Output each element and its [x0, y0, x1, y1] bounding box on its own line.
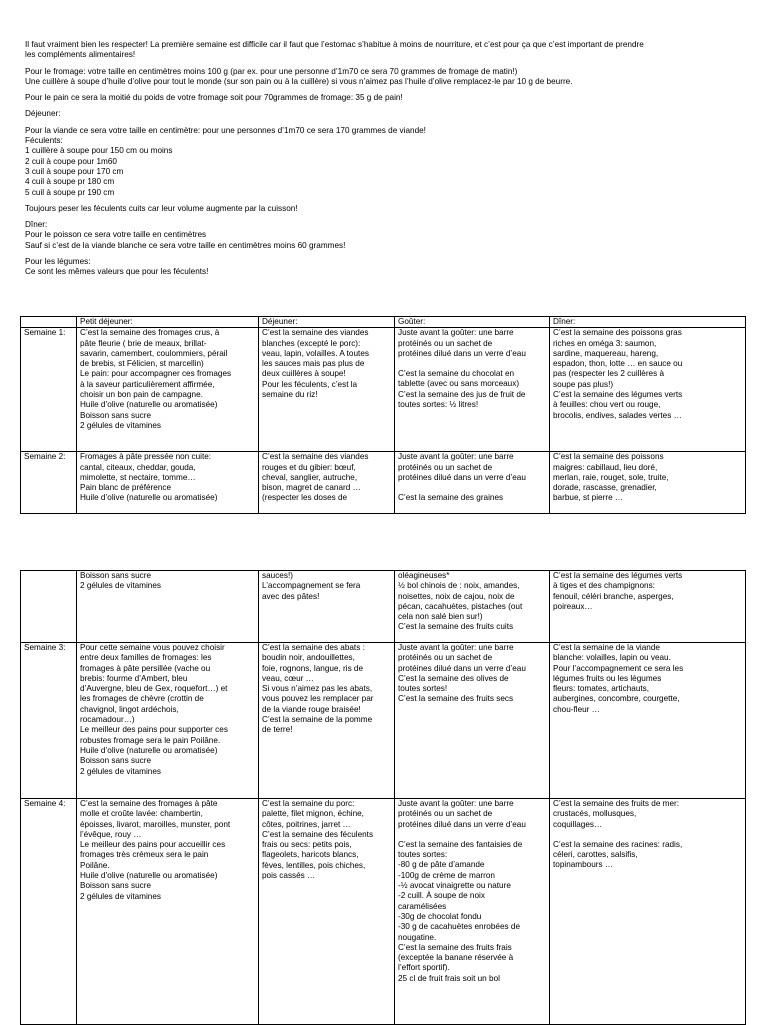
- text-line: -30 g de cacahuètes enrobées de: [398, 922, 520, 932]
- text-line: fèves, lentilles, pois chiches,: [262, 860, 366, 870]
- meal-cell: [77, 643, 259, 799]
- meal-cell: [259, 452, 395, 514]
- text-line: Huile d’olive (naturelle ou aromatisée): [80, 400, 218, 410]
- meal-cell: [395, 571, 550, 643]
- text-line: Pour le poisson ce sera votre taille en centimètres: [25, 230, 207, 240]
- text-line: Pour l’accompagnement ce sera les: [553, 663, 684, 673]
- text-line: Boisson sans sucre: [80, 410, 151, 420]
- text-line: L’accompagnement se fera: [262, 581, 361, 591]
- week-label: Semaine 3:: [21, 643, 77, 799]
- column-header: Déjeuner:: [259, 317, 395, 328]
- week-label: Semaine 4:: [21, 799, 77, 1025]
- text-line: soupe pas plus!): [553, 379, 614, 389]
- text-line: l’évêque, rouy …: [80, 829, 142, 839]
- text-line: -100g de crème de marron: [398, 870, 495, 880]
- intro-paragraph: [25, 93, 740, 103]
- text-line: époisses, livarot, maroilles, munster, pont: [80, 819, 231, 829]
- text-line: d’Auvergne, bleu de Gex, roquefort…) et: [80, 684, 228, 694]
- text-line: C’est la semaine du chocolat en: [398, 369, 515, 379]
- text-line: crustacés, mollusques,: [553, 809, 637, 819]
- meal-cell: [550, 452, 746, 514]
- text-line: Pour les légumes:: [25, 257, 91, 267]
- text-line: protéines dilué dans un verre d’eau: [398, 472, 526, 482]
- text-line: C’est la semaine des fantaisies de: [398, 839, 523, 849]
- intro-paragraph: [25, 67, 740, 88]
- text-line: merlan, raie, rouget, sole, truite,: [553, 472, 669, 482]
- intro-text: [25, 40, 740, 284]
- text-line: espadon, thon, lotte … en sauce ou: [553, 359, 683, 369]
- text-line: -2 cuill. À soupe de noix: [398, 891, 485, 901]
- text-line: protéines dilué dans un verre d’eau: [398, 663, 526, 673]
- text-line: toutes sortes:: [398, 850, 448, 860]
- text-line: vous pouvez les remplacer par: [262, 694, 374, 704]
- text-line: pâte fleurie ( brie de meaux, brillat-: [80, 338, 207, 348]
- text-line: pois cassés …: [262, 871, 316, 881]
- text-line: entre deux familles de fromages: les: [80, 653, 212, 663]
- text-line: C’est la semaine des olives de: [398, 673, 509, 683]
- text-line: Sauf si c’est de la viande blanche ce sera votre taille en centimètres moins 60 grammes!: [25, 240, 346, 250]
- text-line: brocolis, endives, salades vertes …: [553, 410, 682, 420]
- text-line: C’est la semaine des graines: [398, 493, 504, 503]
- text-line: Pour les féculents, c’est la: [262, 379, 358, 389]
- text-line: Le meilleur des pains pour supporter ces: [80, 725, 228, 735]
- text-line: flageolets, haricots blancs,: [262, 850, 359, 860]
- meal-plan-table-part1: [20, 316, 746, 514]
- text-line: Si vous n’aimez pas les abats,: [262, 684, 373, 694]
- text-line: -½ avocat vinaigrette ou nature: [398, 881, 511, 891]
- text-line: protéines dilué dans un verre d’eau: [398, 348, 526, 358]
- text-line: Féculents:: [25, 136, 63, 146]
- text-line: à tiges et des champignons:: [553, 581, 655, 591]
- text-line: Pour la viande ce sera votre taille en centimètre: pour une personnes d’1m70 ce sera 170 grammes de viande!: [25, 125, 426, 135]
- meal-cell: [259, 643, 395, 799]
- text-line: tablette (avec ou sans morceaux): [398, 379, 520, 389]
- text-line: C’est la semaine des poissons: [553, 452, 664, 462]
- column-header: Petit déjeuner:: [77, 317, 259, 328]
- text-line: 2 cuil à coupe pour 1m60: [25, 156, 117, 166]
- text-line: -80 g de pâte d’amande: [398, 860, 485, 870]
- text-line: 2 gélules de vitamines: [80, 766, 162, 776]
- text-line: pas (respecter les 2 cuillères à: [553, 369, 665, 379]
- meal-cell: [550, 571, 746, 643]
- text-line: veau, cœur …: [262, 673, 314, 683]
- text-line: Huile d’olive (naturelle ou aromatisée): [80, 493, 218, 503]
- text-line: 1 cuillère à soupe pour 150 cm ou moins: [25, 146, 173, 156]
- text-line: ½ bol chinois de : noix, amandes,: [398, 581, 520, 591]
- text-line: sardine, maquereau, hareng,: [553, 348, 659, 358]
- text-line: molle et croûte lavée: chambertin,: [80, 809, 203, 819]
- text-line: Ce sont les mêmes valeurs que pour les féculents!: [25, 267, 209, 277]
- text-line: C’est la semaine des fromages crus, à: [80, 328, 220, 338]
- text-line: C’est la semaine des fruits cuits: [398, 622, 514, 632]
- text-line: robustes fromage sera le pain Poilâne.: [80, 735, 221, 745]
- table-row: [21, 571, 746, 643]
- text-line: fromages très crémeux sera le pain: [80, 850, 209, 860]
- text-line: rouges et du gibier: bœuf,: [262, 462, 356, 472]
- text-line: C’est la semaine des légumes verts: [553, 571, 683, 580]
- week-label: Semaine 2:: [21, 452, 77, 514]
- text-line: Poilâne.: [80, 860, 110, 870]
- text-line: Boisson sans sucre: [80, 571, 151, 580]
- meal-cell: [77, 452, 259, 514]
- text-line: aubergines, concombre, courgette,: [553, 694, 680, 704]
- text-line: Dîner:: [25, 220, 48, 230]
- text-line: riches en oméga 3: saumon,: [553, 338, 657, 348]
- week-label: [21, 571, 77, 643]
- text-line: poireaux…: [553, 601, 593, 611]
- text-line: C’est la semaine des jus de fruit de: [398, 389, 526, 399]
- column-header: Dîner:: [550, 317, 746, 328]
- meal-cell: [77, 328, 259, 452]
- text-line: rocamadour…): [80, 715, 135, 725]
- meal-cell: [259, 571, 395, 643]
- text-line: C’est la semaine des fruits de mer:: [553, 799, 680, 808]
- text-line: les compléments alimentaires!: [25, 50, 136, 60]
- text-line: C’est la semaine des fromages à pâte: [80, 799, 218, 808]
- meal-cell: [550, 799, 746, 1025]
- meal-cell: [395, 328, 550, 452]
- text-line: Juste avant la goûter: une barre: [398, 328, 514, 338]
- text-line: C’est la semaine des abats :: [262, 643, 365, 652]
- table-row: [21, 643, 746, 799]
- text-line: Toujours peser les féculents cuits car leur volume augmente par la cuisson!: [25, 203, 298, 213]
- text-line: C’est la semaine des racines: radis,: [553, 839, 683, 849]
- column-header: [21, 317, 77, 328]
- text-line: choisir un bon pain de campagne.: [80, 390, 203, 400]
- text-line: cheval, sanglier, autruche,: [262, 472, 358, 482]
- text-line: coquillages…: [553, 819, 603, 829]
- text-line: barbue, st pierre …: [553, 493, 624, 503]
- text-line: protéinés ou un sachet de: [398, 338, 493, 348]
- text-line: palette, filet mignon, échine,: [262, 809, 364, 819]
- text-line: 4 cuil à soupe pr 180 cm: [25, 177, 115, 187]
- text-line: protéines dilué dans un verre d’eau: [398, 819, 526, 829]
- text-line: protéinés ou un sachet de: [398, 809, 493, 819]
- text-line: brebis: fourme d’Ambert, bleu: [80, 673, 188, 683]
- text-line: [398, 359, 546, 369]
- text-line: C’est la semaine du porc:: [262, 799, 355, 808]
- text-line: Boisson sans sucre: [80, 881, 151, 891]
- text-line: C’est la semaine de la viande: [553, 643, 660, 652]
- text-line: caramélisées: [398, 901, 447, 911]
- meal-plan-table-part2: [20, 570, 746, 1025]
- text-line: protéinés ou un sachet de: [398, 462, 493, 472]
- table-row: [21, 452, 746, 514]
- text-line: les fromages de chèvre (crottin de: [80, 694, 204, 704]
- text-line: 3 cuil à soupe pour 170 cm: [25, 166, 124, 176]
- text-line: maigres: cabillaud, lieu doré,: [553, 462, 658, 472]
- text-line: bison, magret de canard …: [262, 483, 361, 493]
- text-line: côtes, poitrines, jarret …: [262, 819, 351, 829]
- text-line: Déjeuner:: [25, 109, 61, 119]
- text-line: de la viande rouge braisée!: [262, 704, 361, 714]
- text-line: nougatine.: [398, 932, 437, 942]
- text-line: sauces!): [262, 571, 293, 580]
- text-line: toutes sortes: ½ litres!: [398, 400, 479, 410]
- intro-paragraph: [25, 204, 740, 214]
- text-line: dorade, rascasse, grenadier,: [553, 483, 657, 493]
- text-line: Le pain: pour accompagner ces fromages: [80, 369, 232, 379]
- text-line: fleurs: tomates, artichauts,: [553, 684, 650, 694]
- text-line: fromages à pâte persillée (vache ou: [80, 663, 211, 673]
- meal-cell: [259, 799, 395, 1025]
- text-line: topinambours …: [553, 860, 614, 870]
- text-line: chavignol, lingot ardéchois,: [80, 704, 179, 714]
- text-line: foie, rognons, langue, ris de: [262, 663, 364, 673]
- meal-cell: [550, 643, 746, 799]
- text-line: blanches (excepté le porc):: [262, 338, 361, 348]
- text-line: (exceptée la banane réservée à: [398, 953, 514, 963]
- text-line: Fromages à pâte pressée non cuite:: [80, 452, 212, 462]
- text-line: Juste avant la goûter: une barre: [398, 452, 514, 462]
- text-line: légumes fruits ou les légumes: [553, 673, 662, 683]
- text-line: de brebis, st Félicien, st marcellin): [80, 359, 204, 369]
- text-line: toutes sortes!: [398, 684, 448, 694]
- text-line: savarin, camembert, coulommiers, pérail: [80, 348, 228, 358]
- text-line: C’est la semaine des fruits frais: [398, 942, 512, 952]
- intro-paragraph: [25, 109, 740, 119]
- meal-cell: [395, 799, 550, 1025]
- text-line: C’est la semaine des viandes: [262, 452, 369, 462]
- text-line: C’est la semaine des féculents: [262, 829, 374, 839]
- text-line: Il faut vraiment bien les respecter! La première semaine est difficile car il faut que l’estomac s’habitue à moins de nourriture, et c’est pour ça que c’est important de prendre: [25, 40, 644, 49]
- intro-paragraph: [25, 220, 740, 251]
- text-line: Une cuillère à soupe d’huile d’olive pour tout le monde (sur son pain ou à la cuillère) si vous n’aimez pas l’huile d’olive remplacez-le par 10 g de beurre.: [25, 76, 573, 86]
- text-line: 2 gélules de vitamines: [80, 420, 162, 430]
- text-line: Pour le pain ce sera la moitié du poids de votre fromage soit pour 70grammes de fromage: 35 g de pain!: [25, 93, 403, 103]
- text-line: mimolette, st nectaire, tomme…: [80, 472, 196, 482]
- meal-cell: [77, 799, 259, 1025]
- table-row: [21, 799, 746, 1025]
- intro-paragraph: [25, 40, 740, 61]
- text-line: Le meilleur des pains pour accueillir ces: [80, 840, 226, 850]
- text-line: à la saveur particulièrement affirmée,: [80, 379, 215, 389]
- text-line: deux cuillères à soupe!: [262, 369, 346, 379]
- text-line: noisettes, noix de cajou, noix de: [398, 591, 515, 601]
- intro-paragraph: [25, 126, 740, 198]
- text-line: Juste avant la goûter: une barre: [398, 643, 514, 652]
- table-header-row: [21, 317, 746, 328]
- text-line: cantal, citeaux, cheddar, gouda,: [80, 462, 196, 472]
- text-line: -30g de chocolat fondu: [398, 911, 482, 921]
- text-line: [398, 830, 546, 840]
- text-line: 2 gélules de vitamines: [80, 581, 162, 591]
- column-header: Goûter:: [395, 317, 550, 328]
- meal-cell: [259, 328, 395, 452]
- text-line: C’est la semaine de la pomme: [262, 715, 373, 725]
- meal-cell: [395, 643, 550, 799]
- text-line: cela non salé bien sur!): [398, 612, 483, 622]
- text-line: boudin noir, andouillettes,: [262, 653, 355, 663]
- week-label: Semaine 1:: [21, 328, 77, 452]
- text-line: Pour cette semaine vous pouvez choisir: [80, 643, 225, 652]
- meal-cell: [395, 452, 550, 514]
- text-line: frais ou secs: petits pois,: [262, 840, 352, 850]
- text-line: avec des pâtes!: [262, 591, 320, 601]
- text-line: les sauces mais pas plus de: [262, 359, 365, 369]
- text-line: veau, lapin, volailles. A toutes: [262, 348, 369, 358]
- text-line: fenouil, céléri branche, asperges,: [553, 591, 674, 601]
- meal-cell: [550, 328, 746, 452]
- text-line: de terre!: [262, 725, 293, 735]
- text-line: [553, 830, 742, 840]
- text-line: Huile d’olive (naturelle ou aromatisée): [80, 871, 218, 881]
- text-line: Juste avant la goûter: une barre: [398, 799, 514, 808]
- text-line: oléagineuses*: [398, 571, 450, 580]
- table-row: [21, 328, 746, 452]
- text-line: 2 gélules de vitamines: [80, 891, 162, 901]
- meal-cell: [77, 571, 259, 643]
- text-line: Huile d’olive (naturelle ou aromatisée): [80, 745, 218, 755]
- text-line: pécan, cacahuètes, pistaches (out: [398, 601, 523, 611]
- text-line: Boisson sans sucre: [80, 756, 151, 766]
- text-line: Pain blanc de préférence: [80, 483, 172, 493]
- intro-paragraph: [25, 257, 740, 278]
- text-line: Pour le fromage: votre taille en centimètres moins 100 g (par ex. pour une personne d’1m70 ce sera 70 grammes de fromage de matin!): [25, 66, 518, 76]
- text-line: céleri, carottes, salsifis,: [553, 850, 638, 860]
- text-line: 25 cl de fruit frais soit un bol: [398, 973, 500, 983]
- text-line: (respecter les doses de: [262, 493, 348, 503]
- text-line: C’est la semaine des viandes: [262, 328, 369, 338]
- text-line: 5 cuil à soupe pr 190 cm: [25, 187, 115, 197]
- text-line: chou-fleur …: [553, 704, 600, 714]
- text-line: C’est la semaine des fruits secs: [398, 694, 514, 704]
- text-line: l’effort sportif).: [398, 963, 450, 973]
- text-line: semaine du riz!: [262, 390, 318, 400]
- text-line: C’est la semaine des légumes verts: [553, 390, 683, 400]
- text-line: C’est la semaine des poissons gras: [553, 328, 682, 338]
- text-line: [398, 483, 546, 493]
- text-line: à feuilles: chou vert ou rouge,: [553, 400, 661, 410]
- text-line: blanche: volailles, lapin ou veau.: [553, 653, 671, 663]
- text-line: protéinés ou un sachet de: [398, 653, 493, 663]
